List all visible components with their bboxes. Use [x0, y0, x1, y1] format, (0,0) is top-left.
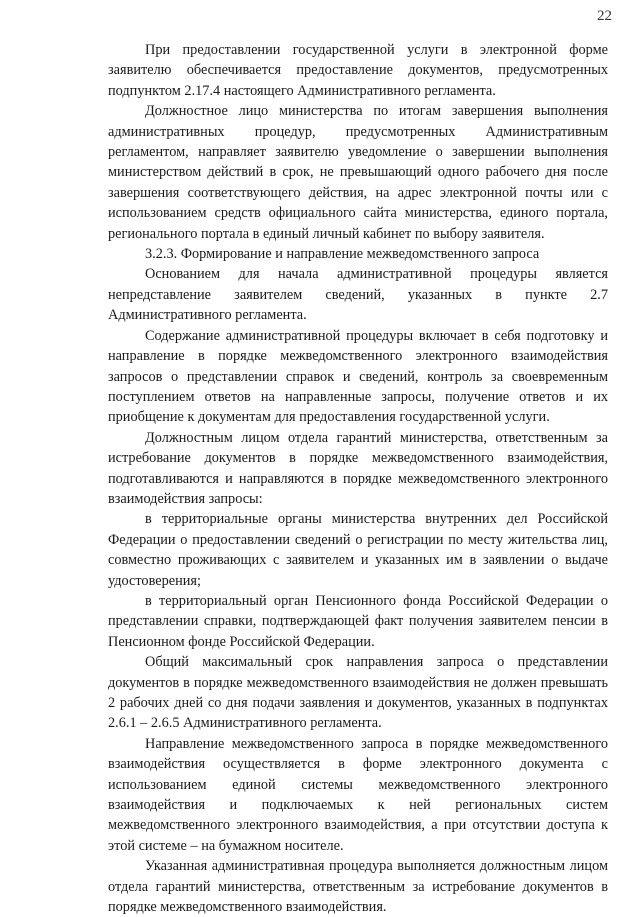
paragraph-responsible: Указанная административная процедура выполняется должностным лицом отдела гарантий министерства, ответственным за истребование документов в порядке межведомственного взаимодействия.	[108, 858, 608, 916]
paragraph-content: Содержание административной процедуры включает в себя подготовку и направление в порядке межведомственного электронного взаимодействия запросов о представлении справок и сведений, контроль за своевременным поступлением ответов на направленные запросы, получение ответов и их приобщение к документам для предоставления государственной услуги.	[108, 327, 608, 426]
section-heading-3-2-3: 3.2.3. Формирование и направление межведомственного запроса	[145, 246, 540, 263]
paragraph-basis: Основанием для начала административной процедуры является непредставление заявителем сведений, указанных в пункте 2.7 Административного регламента.	[108, 266, 608, 324]
paragraph-electronic-documents: При предоставлении государственной услуги в электронной форме заявителю обеспечивается предоставление документов, предусмотренных подпунктом 2.17.4 настоящего Административного регламента.	[108, 42, 608, 99]
paragraph-pension-request: в территориальный орган Пенсионного фонда Российской Федерации о представлении справки, подтверждающей факт получения заявителем пенсии в Пенсионном фонде Российской Федерации.	[108, 592, 608, 650]
paragraph-electronic-form: Направление межведомственного запроса в порядке межведомственного взаимодействия осуществляется в форме электронного документа с использованием единой системы межведомственного электронного взаимодействия и подключаемых к ней региональных систем межведомственного электронного взаимодействия, а при отсутствии доступа к этой системе – на бумажном носителе.	[108, 735, 608, 854]
paragraph-requests: Должностным лицом отдела гарантий министерства, ответственным за истребование документов в порядке межведомственного взаимодействия, подготавливаются и направляются в порядке межведомственного электронного взаимодействия запросы:	[108, 429, 608, 507]
paragraph-mvd-request: в территориальные органы министерства внутренних дел Российской Федерации о предоставлении сведений о регистрации по месту жительства лиц, совместно проживающих с заявителем и указанных им в заявлении о выдаче удостоверения;	[108, 511, 608, 589]
paragraph-notification: Должностное лицо министерства по итогам завершения выполнения административных процедур, предусмотренных Административным регламентом, направляет заявителю уведомление о завершении выполнения министерством действий в срок, не превышающий одного рабочего дня после завершения соответствующего действия, на адрес электронной почты или с использованием средств официального сайта министерства, единого портала, регионального портала в единый личный кабинет по выбору заявителя.	[108, 103, 608, 242]
document-body	[108, 40, 608, 917]
paragraph-deadline: Общий максимальный срок направления запроса о представлении документов в порядке межведомственного взаимодействия не должен превышать 2 рабочих дней со дня подачи заявления и документов, указанных в подпунктах 2.6.1 – 2.6.5 Административного регламента.	[108, 654, 608, 732]
page-number: 22	[597, 8, 612, 24]
